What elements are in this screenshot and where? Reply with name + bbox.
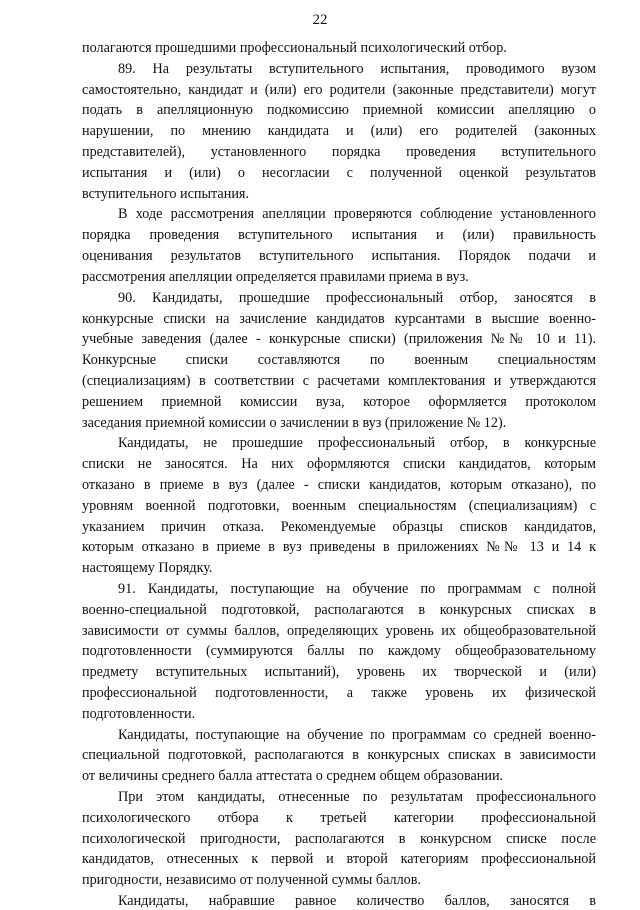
- text-line: которым отказано в приеме в вуз приведены в приложениях №№ 13 и 14 к: [82, 539, 596, 556]
- text-line: подготовленности (суммируются баллы по каждому общеобразовательному: [82, 643, 596, 660]
- text-line: конкурсные списки на зачисление кандидатов курсантами в высшие военно-: [82, 310, 596, 327]
- text-line: предмету вступительных испытаний), уровень их творческой и (или): [82, 664, 596, 681]
- text-line: уровням военной подготовки, военным специальностям (специализациям) с: [82, 497, 596, 514]
- text-line: психологической пригодности, располагаются в конкурсном списке после: [82, 830, 596, 847]
- text-line: пригодности, независимо от полученной суммы баллов.: [82, 872, 422, 889]
- text-line: профессиональной подготовленности, а также уровень их физической: [82, 685, 596, 701]
- text-line: 90. Кандидаты, прошедшие профессиональный отбор, заносятся в: [118, 289, 596, 306]
- text-line: зависимости от суммы баллов, определяющих уровень их общеобразовательной: [82, 622, 596, 639]
- text-line: испытания и (или) о несогласии с полученной оценкой результатов: [82, 164, 596, 181]
- text-line: При этом кандидаты, отнесенные по результатам профессионального: [118, 789, 596, 805]
- text-line: учебные заведения (далее - конкурсные списки) (приложения №№ 10 и 11).: [82, 331, 596, 348]
- text-line: указанием причин отказа. Рекомендуемые образцы списков кандидатов,: [82, 518, 596, 535]
- text-line: кандидатов, отнесенных к первой и второй категориям профессиональной: [82, 851, 596, 868]
- text-line: Кандидаты, поступающие на обучение по программам со средней военно-: [118, 726, 596, 743]
- page-number: 22: [312, 12, 328, 28]
- text-line: Конкурсные списки составляются по военным специальностям: [82, 352, 596, 369]
- text-line: специальной подготовкой, располагаются в конкурсных списках в зависимости: [82, 747, 596, 764]
- text-line: (специализациям) в соответствии с расчетами комплектования и утверждаются: [82, 372, 596, 389]
- text-line: вступительного испытания.: [82, 185, 249, 202]
- text-line: настоящему Порядку.: [82, 560, 213, 577]
- text-line: представителей), установленного порядка проведения вступительного: [82, 144, 596, 160]
- text-line: Кандидаты, не прошедшие профессиональный отбор, в конкурсные: [118, 435, 596, 452]
- text-line: от величины среднего балла аттестата о среднем общем образовании.: [82, 768, 504, 785]
- text-line: 89. На результаты вступительного испытания, проводимого вузом: [118, 60, 596, 77]
- text-line: списки не заносятся. На них оформляются списки кандидатов, которым: [82, 456, 596, 473]
- text-line: заседания приемной комиссии о зачислении в вуз (приложение № 12).: [82, 414, 507, 431]
- text-line: оценивания результатов вступительного испытания. Порядок подачи и: [82, 248, 596, 264]
- text-line: рассмотрения апелляции определяется правилами приема в вуз.: [82, 268, 469, 285]
- text-line: отказано в приеме в вуз (далее - списки кандидатов, которым отказано), по: [82, 476, 596, 493]
- text-line: нарушении, по мнению кандидата и (или) его родителей (законных: [82, 123, 596, 140]
- text-line: психологического отбора к третьей категории профессиональной: [82, 809, 596, 826]
- text-line: подготовленности.: [82, 705, 196, 722]
- text-line: порядка проведения вступительного испытания и (или) правильность: [82, 227, 596, 244]
- text-line: В ходе рассмотрения апелляции проверяются соблюдение установленного: [118, 206, 596, 223]
- text-line: решением приемной комиссии вуза, которое оформляется протоколом: [82, 393, 596, 410]
- text-line: полагаются прошедшими профессиональный психологический отбор.: [82, 40, 507, 56]
- text-line: самостоятельно, кандидат и (или) его родители (законные представители) могут: [82, 81, 596, 98]
- text-line: подать в апелляционную подкомиссию приемной комиссии апелляцию о: [82, 102, 596, 119]
- text-line: 91. Кандидаты, поступающие на обучение по программам с полной: [118, 580, 596, 597]
- text-line: Кандидаты, набравшие равное количество баллов, заносятся в: [118, 893, 596, 909]
- text-line: военно-специальной подготовкой, располагаются в конкурсных списках в: [82, 601, 596, 618]
